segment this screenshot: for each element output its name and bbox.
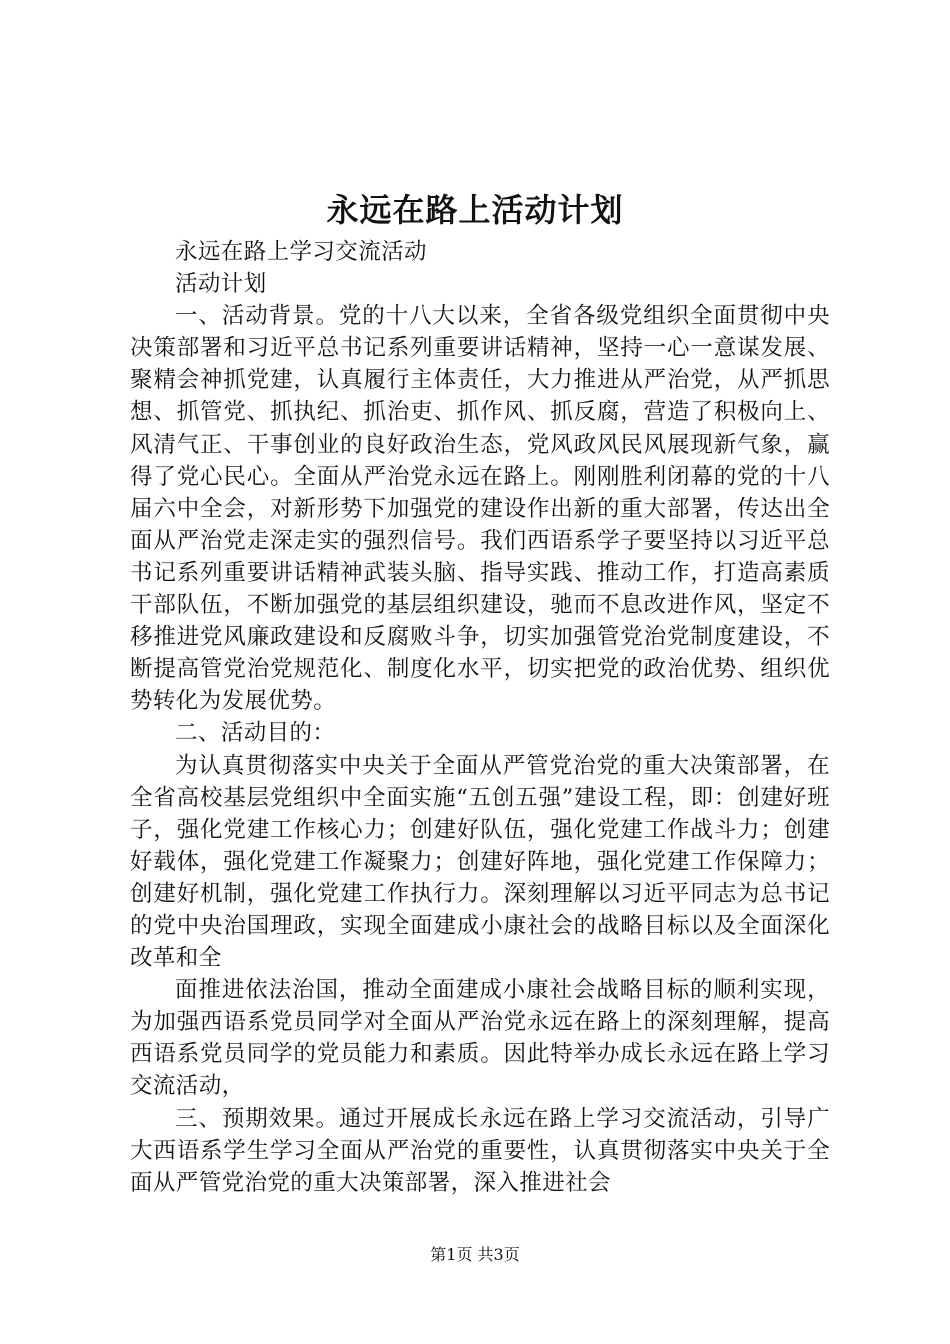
paragraph-purpose-heading: 二、活动目的： (175, 720, 336, 747)
page-footer: 第1页 共3页 (430, 1245, 520, 1264)
paragraph-purpose: 为认真贯彻落实中央关于全面从严管党治党的重大决策部署，在全省高校基层党组织中全面实施“五创五强”建设工程，即：创建好班子，强化党建工作核心力；创建好队伍，强化党建工作战斗力；创建好载体，强化党建工作凝聚力；创建好阵地，强化党建工作保障力；创建好机制，强化党建工作执行力。深刻理解以习近平同志为总书记的党中央治国理政，实现全面建成小康社会的战略目标以及全面深化改革和全 (130, 752, 830, 972)
paragraph-plan-label: 活动计划 (175, 271, 267, 298)
paragraph-background: 一、活动背景。党的十八大以来，全省各级党组织全面贯彻中央决策部署和习近平总书记系列重要讲话精神，坚持一心一意谋发展、聚精会神抓党建，认真履行主体责任，大力推进从严治党，从严抓思想、抓管党、抓执纪、抓治吏、抓作风、抓反腐，营造了积极向上、风清气正、干事创业的良好政治生态，党风政风民风展现新气象，赢得了党心民心。全面从严治党永远在路上。刚刚胜利闭幕的党的十八届六中全会，对新形势下加强党的建设作出新的重大部署，传达出全面从严治党走深走实的强烈信号。我们西语系学子要坚持以习近平总书记系列重要讲话精神武装头脑、指导实践、推动工作，打造高素质干部队伍，不断加强党的基层组织建设，驰而不息改进作风，坚定不移推进党风廉政建设和反腐败斗争，切实加强管党治党制度建设，不断提高管党治党规范化、制度化水平，切实把党的政治优势、组织优势转化为发展优势。 (130, 303, 830, 715)
document-body (130, 236, 830, 1199)
paragraph-expected-effect: 三、预期效果。通过开展成长永远在路上学习交流活动，引导广大西语系学生学习全面从严治党的重要性，认真贯彻落实中央关于全面从严管党治党的重大决策部署，深入推进社会 (130, 1105, 830, 1196)
paragraph-purpose-continued: 面推进依法治国，推动全面建成小康社会战略目标的顺利实现，为加强西语系党员同学对全面从严治党永远在路上的深刻理解，提高西语系党员同学的党员能力和素质。因此特举办成长永远在路上学习交流活动， (130, 977, 830, 1100)
document-title: 永远在路上活动计划 (326, 191, 624, 229)
paragraph-subtitle: 永远在路上学习交流活动 (175, 239, 427, 265)
